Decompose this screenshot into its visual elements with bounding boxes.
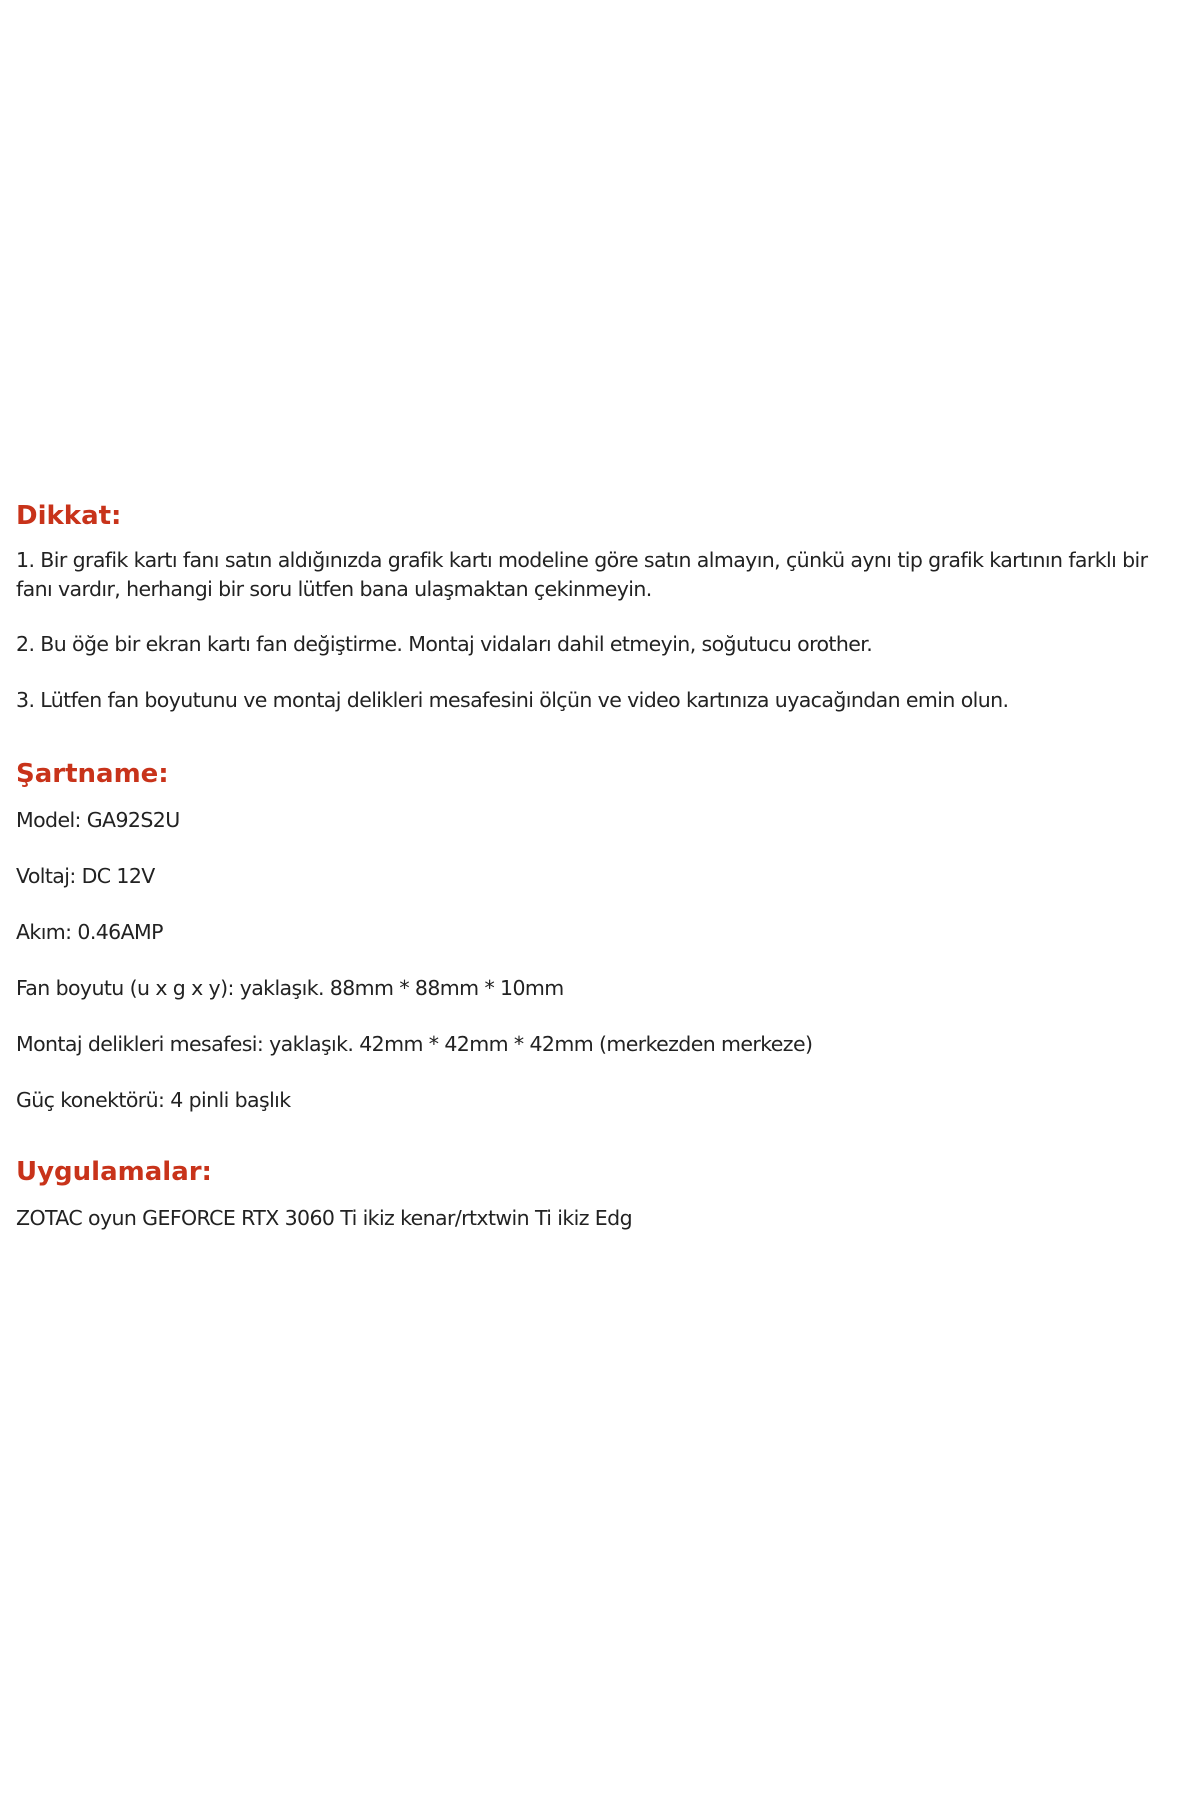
attention-item-2: 2. Bu öğe bir ekran kartı fan değiştirme. Montaj vidaları dahil etmeyin, soğutucu orother. [16, 632, 873, 656]
applications-heading: Uygulamalar: [16, 1157, 212, 1187]
spec-power-connector: Güç konektörü: 4 pinli başlık [16, 1088, 291, 1112]
attention-item-3: 3. Lütfen fan boyutunu ve montaj delikleri mesafesini ölçün ve video kartınıza uyacağından emin olun. [16, 688, 1009, 712]
spec-fan-size: Fan boyutu (u x g x y): yaklaşık. 88mm * 88mm * 10mm [16, 976, 564, 1000]
attention-heading: Dikkat: [16, 501, 122, 531]
spec-voltage: Voltaj: DC 12V [16, 864, 155, 888]
application-item-1: ZOTAC oyun GEFORCE RTX 3060 Ti ikiz kenar/rtxtwin Ti ikiz Edg [16, 1206, 632, 1230]
spec-current: Akım: 0.46AMP [16, 920, 163, 944]
attention-item-1: 1. Bir grafik kartı fanı satın aldığınızda grafik kartı modeline göre satın almayın, çünkü aynı tip grafik kartının farklı bir fanı vardır, herhangi bir soru lütfen bana ulaşmaktan çekinmeyin. [16, 548, 1148, 601]
spec-hole-distance: Montaj delikleri mesafesi: yaklaşık. 42mm * 42mm * 42mm (merkezden merkeze) [16, 1032, 813, 1056]
spec-model: Model: GA92S2U [16, 808, 180, 832]
specs-heading: Şartname: [16, 759, 169, 789]
